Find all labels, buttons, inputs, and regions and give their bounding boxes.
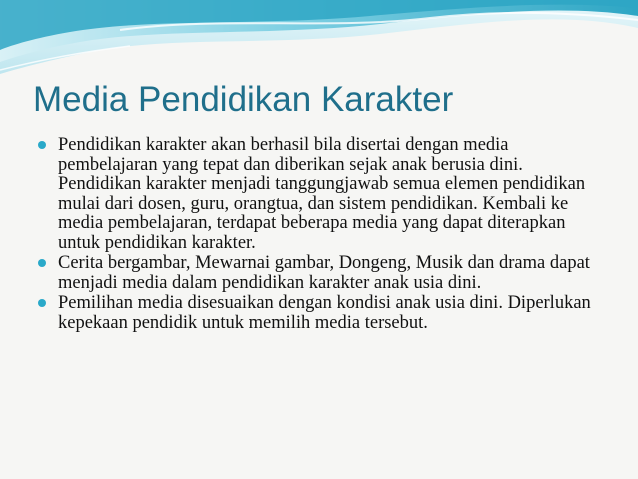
bullet-dot-icon xyxy=(38,299,46,307)
bullet-dot-icon xyxy=(38,141,46,149)
bullet-item-2 xyxy=(38,254,598,293)
bullet-item-3 xyxy=(38,294,598,333)
header-wave-decoration xyxy=(0,0,638,80)
bullet-text-3: Pemilihan media disesuaikan dengan kondisi anak usia dini. Diperlukan kepekaan pendidik untuk memilih media tersebut. xyxy=(58,293,591,333)
bullet-text-2: Cerita bergambar, Mewarnai gambar, Dongeng, Musik dan drama dapat menjadi media dalam pendidikan karakter anak usia dini. xyxy=(58,253,590,293)
bullet-text-1: Pendidikan karakter akan berhasil bila disertai dengan media pembelajaran yang tepat dan diberikan sejak anak berusia dini. Pendidikan karakter menjadi tanggungjawab semua elemen pendidikan mulai dari dosen, guru, orangtua, dan sistem pendidikan. Kembali ke media pembelajaran, terdapat beberapa media yang dapat diterapkan untuk pendidikan karakter. xyxy=(58,135,586,253)
bullet-list xyxy=(38,136,598,334)
slide-title: Media Pendidikan Karakter xyxy=(33,80,454,119)
bullet-item-1 xyxy=(38,136,598,253)
bullet-dot-icon xyxy=(38,259,46,267)
